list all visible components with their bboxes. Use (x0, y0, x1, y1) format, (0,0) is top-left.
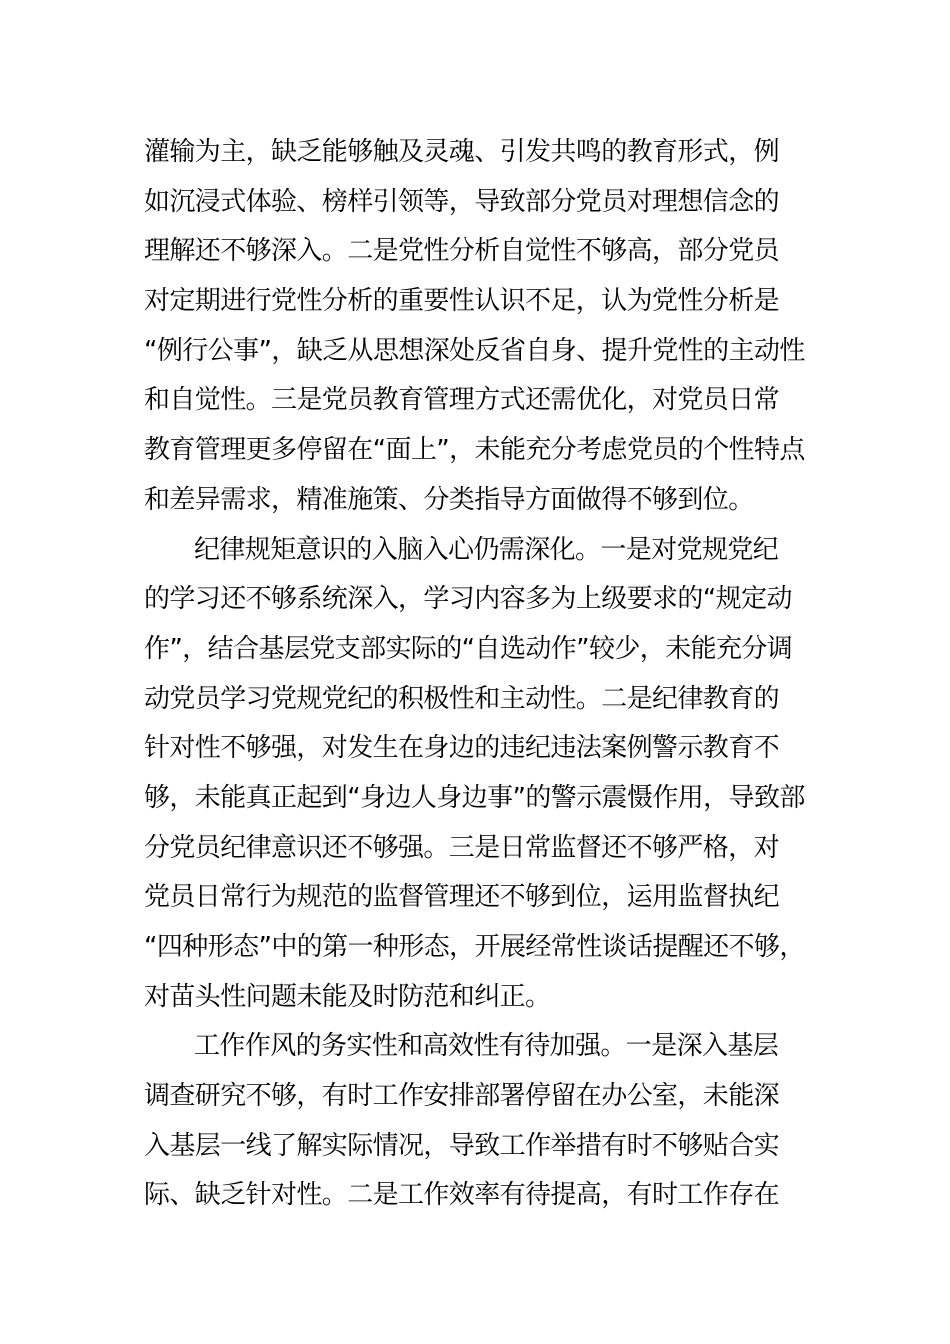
text-line: 灌输为主，缺乏能够触及灵魂、引发共鸣的教育形式，例 (144, 137, 780, 167)
text-line: 对定期进行党性分析的重要性认识不足，认为党性分析是 (144, 286, 780, 317)
text-line: 和自觉性。三是党员教育管理方式还需优化，对党员日常 (144, 385, 780, 416)
text-line: 际、缺乏针对性。二是工作效率有待提高，有时工作存在 (144, 1180, 780, 1211)
text-line: 入基层一线了解实际情况，导致工作举措有时不够贴合实 (144, 1130, 780, 1161)
text-line: 作”，结合基层党支部实际的“自选动作”较少，未能充分调 (144, 633, 793, 664)
text-line: 调查研究不够，有时工作安排部署停留在办公室，未能深 (144, 1081, 780, 1112)
text-line: 分党员纪律意识还不够强。三是日常监督还不够严格，对 (144, 832, 780, 863)
document-body (144, 128, 814, 1221)
text-line: 和差异需求，精准施策、分类指导方面做得不够到位。 (144, 484, 754, 515)
text-line: 对苗头性问题未能及时防范和纠正。 (144, 981, 551, 1012)
text-line: 教育管理更多停留在“面上”，未能充分考虑党员的个性特点 (144, 435, 805, 466)
text-line: 的学习还不够系统深入，学习内容多为上级要求的“规定动 (144, 584, 792, 615)
paragraph-heading-line: 纪律规矩意识的入脑入心仍需深化。一是对党规党纪 (194, 534, 779, 565)
text-line: 动党员学习党规党纪的积极性和主动性。二是纪律教育的 (144, 683, 780, 714)
text-line: 如沉浸式体验、榜样引领等，导致部分党员对理想信念的 (144, 186, 780, 217)
text-line: “四种形态”中的第一种形态，开展经常性谈话提醒还不够， (144, 932, 805, 962)
text-line: 够，未能真正起到“身边人身边事”的警示震慑作用，导致部 (144, 782, 805, 813)
paragraph-heading-line: 工作作风的务实性和高效性有待加强。一是深入基层 (194, 1031, 779, 1062)
text-line: 针对性不够强，对发生在身边的违纪违法案例警示教育不 (144, 733, 780, 764)
text-line: 理解还不够深入。二是党性分析自觉性不够高，部分党员 (144, 236, 780, 267)
text-line: 党员日常行为规范的监督管理还不够到位，运用监督执纪 (144, 882, 780, 913)
text-line: “例行公事”，缺乏从思想深处反省自身、提升党性的主动性 (144, 335, 805, 366)
